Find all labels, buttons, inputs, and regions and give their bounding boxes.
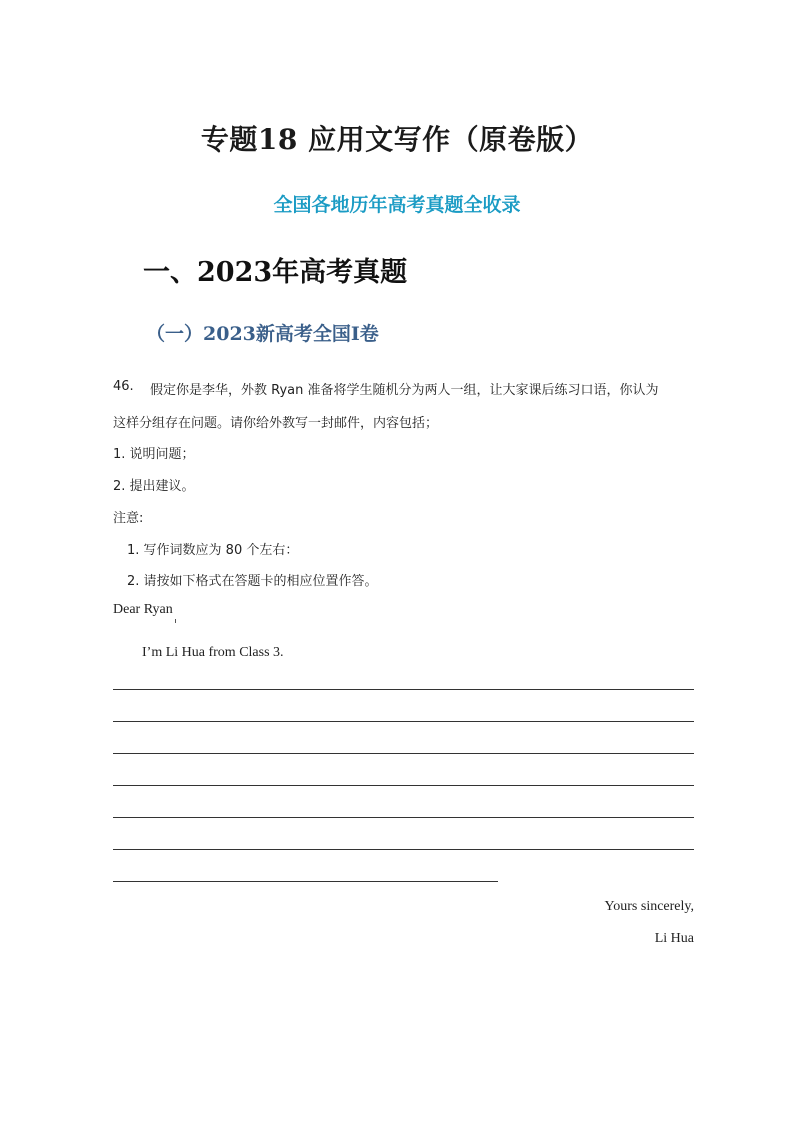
note-item-2: 2. 请按如下格式在答题卡的相应位置作答。 xyxy=(127,574,378,589)
letter-intro: I’m Li Hua from Class 3. xyxy=(142,645,284,660)
answer-line xyxy=(113,849,694,850)
note-item-1: 1. 写作词数应为 80 个左右： xyxy=(127,543,299,558)
answer-line xyxy=(113,753,694,754)
answer-line-short xyxy=(113,881,498,882)
letter-signature: Li Hua xyxy=(654,931,694,946)
content-item-2: 2. 提出建议。 xyxy=(113,479,195,494)
page-subtitle: 全国各地历年高考真题全收录 xyxy=(273,194,521,216)
content-item-1: 1. 说明问题； xyxy=(113,447,195,462)
question-prompt-line-1: 假定你是李华，外教 Ryan 准备将学生随机分为两人一组，让大家课后练习口语，你认为 xyxy=(150,383,659,398)
subsection-heading: （一）2023新高考全国Ⅰ卷 xyxy=(146,323,379,345)
comma-mark xyxy=(175,619,176,623)
note-label: 注意: xyxy=(113,511,144,526)
question-number: 46. xyxy=(113,379,134,394)
answer-line xyxy=(113,785,694,786)
letter-closing: Yours sincerely, xyxy=(604,899,694,914)
question-prompt-line-2: 这样分组存在问题。请你给外教写一封邮件，内容包括； xyxy=(113,416,439,431)
page-title: 专题18 应用文写作（原卷版） xyxy=(200,123,594,156)
answer-line xyxy=(113,817,694,818)
section-heading: 一、2023年高考真题 xyxy=(143,257,408,288)
letter-greeting: Dear Ryan xyxy=(113,602,173,617)
answer-line xyxy=(113,689,694,690)
answer-line xyxy=(113,721,694,722)
